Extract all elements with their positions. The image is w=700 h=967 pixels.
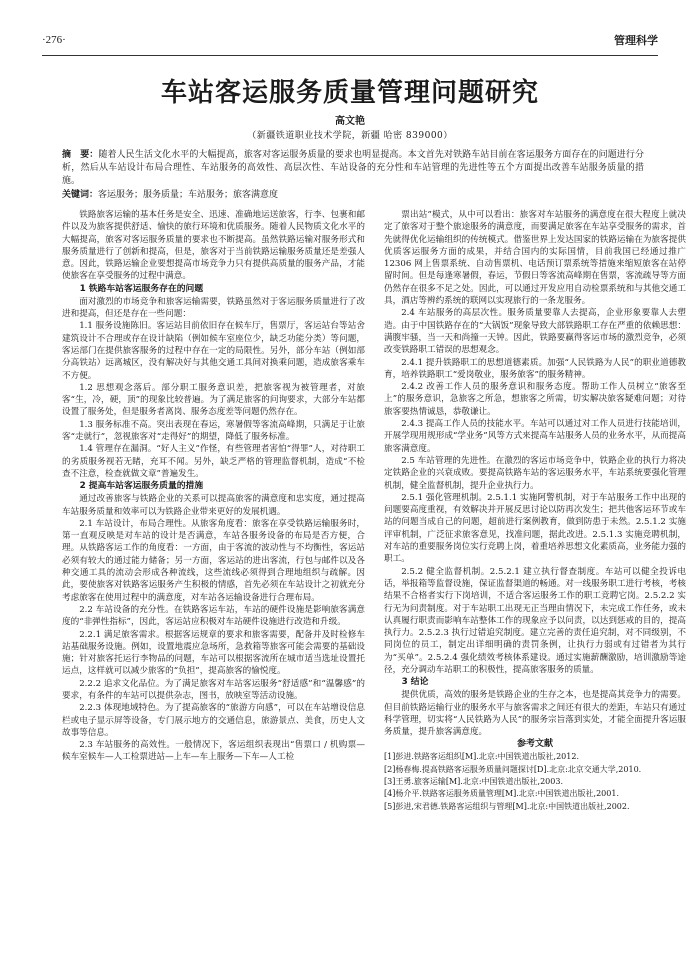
body-paragraph: 2.5.2 健全监督机制。2.5.2.1 建立执行督查制度。车站可以健全投诉电话，举报箱等监督设施，保证监督渠道的畅通。对一线服务职工进行考核，考核结果不合格者实行下岗培训，不适合客运服务工作的职工竞聘它岗。2.5.2.2 实行无为问责制度。对于车站职工出现无正当理由情况下，未完成工作任务，或未认真履行职责而影响车站整体工作的现象应予以问责，以达到惩戒的目的，提高执行力。2.5.2.3 执行过错追究制度。建立完善的责任追究制，对不同级别，不同岗位的员工，制定出详细明确的责罚条例，让执行力弱或有过错者为其行为“买单”。2.5.2.4 强化绩效考核体系建设。通过实施薪酬激励，培训激励等途径，充分调动车站职工的积极性，提高旅客服务的质量。 [384,566,686,675]
body-paragraph: 2.2 车站设备的充分性。在铁路客运车站，车站的硬件设施是影响旅客满意度的“非弹性指标”，因此，客运站应积极对车站硬件设施进行改造和升级。 [62,604,365,628]
body-paragraph: 2.3 车站服务的高效性。一般情况下，客运组织表现出“售票口 / 机购票—候车室候车—人工检票进站—上车—车上服务—下车—人工检 [62,740,365,763]
body-paragraph: 2.4.3 提高工作人员的技能水平。车站可以通过对工作人员进行技能培训，开展学现用规形成“学业务”风等方式来提高车站服务人员的业务水平，从而提高旅客满意度。 [384,419,686,454]
journal-name: 管理科学 [614,34,658,47]
body-left-column [62,209,365,764]
reference-item: [4]杨介平.铁路客运服务质量管理[M].北京:中国铁道出版社,2001. [384,789,619,799]
references-heading: 参考文献 [516,739,553,750]
author-name: 高文艳 [335,116,365,127]
keywords-text: 客运服务；服务质量；车站服务；旅客满意度 [98,190,279,200]
abstract [62,149,644,188]
body-paragraph: 1.4 管理存在漏洞。“好人主义”作怪，有些管理者害怕“得罪”人，对待职工的劣质服务视若无睹，充耳不闻。另外，缺乏严格的管理监督机制，造成“不检查不注意，检查就做文章”普遍发生。 [62,444,365,479]
abstract-label: 摘 要： [62,150,99,160]
reference-item: [1]彭进.铁路客运组织[M].北京:中国铁道出版社,2012. [384,752,579,762]
body-paragraph: 1.1 服务设施陈旧。客运站目前依旧存在候车厅，售票厅，客运站台等站舍建筑设计不合理或存在设计缺陷（例如候车室座位少，缺乏功能分类）等问题，客运部门在提供旅客服务的过程中存在一定的局限性。另外，部分车站（例如部分高铁站）远离城区，没有解决好与其他交通工具间对换乘问题，造成旅客乘车不方便。 [62,321,365,381]
reference-item: [2]杨春梅.提高铁路客运服务质量问题探讨[D].北京:北京交通大学,2010. [384,764,642,774]
body-paragraph: 铁路旅客运输的基本任务是安全、迅速、准确地运送旅客，行李、包裹和邮件以及为旅客提供舒适、愉快的旅行环境和优质服务。随着人民物质文化水平的大幅提高，旅客对客运服务质量的要求也不断提高。虽然铁路运输对服务形式和服务质量进行了创新和提高，但是，旅客对于当前铁路运输服务质量还是差强人意。因此，铁路运输企业要想提高市场竞争力只有提供高质量的服务产品，才能使旅客在享受服务的过程中满意。 [62,210,365,282]
body-right-column [384,209,686,813]
section-heading: 1 铁路车站客运服务存在的问题 [79,283,204,294]
reference-item: [5]彭进,宋君德.铁路客运组织与管理[M].北京:中国铁道出版社,2002. [384,801,630,811]
body-paragraph: 2.5 车站管理的先进性。在激烈的客运市场竞争中，铁路企业的执行力将决定铁路企业的兴衰成败。要提高铁路车站的客运服务水平，车站系统要强化管理机制，健全监督机制，提升企业执行力。 [384,455,686,491]
body-paragraph: 2.4.1 提升铁路职工的思想道德素质。加强“人民铁路为人民”的职业道德教育，培养铁路职工“爱岗敬业，服务旅客”的服务精神。 [384,357,686,380]
body-paragraph: 2.2.2 追求文化品位。为了满足旅客对车站客运服务“舒适感”和“温馨感”的要求，有条件的车站可以提供杂志，图书，放映室等活动设施。 [62,678,365,701]
body-paragraph: 通过改善旅客与铁路企业的关系可以提高旅客的满意度和忠实度，通过提高车站服务质量和效率可以为铁路企业带来更好的发展机遇。 [62,494,365,517]
body-paragraph: 1.3 服务标准不高。突出表现在春运，寒暑假等客流高峰期，只满足于让旅客“走就行”，忽视旅客对“走得好”的期望，降低了服务标准。 [62,419,365,443]
body-paragraph: 提供优质，高效的服务是铁路企业的生存之本，也是提高其竞争力的需要。但目前铁路运输行业的服务水平与旅客需求之间还有很大的差距，车站只有通过科学管理，切实将“人民铁路为人民”的服务宗旨落到实处，才能全面提升客运服务质量，提升旅客满意度。 [384,690,686,738]
body-paragraph: 2.4 车站服务的高层次性。服务质量要靠人去提高，企业形象要靠人去塑造。由于中国铁路存在的“大锅饭”现象导致大部铁路职工存在严重的依赖思想：满腹牢骚，当一天和尚撞一天钟。因此，铁路要赢得客运市场的激烈竞争，必须改变铁路职工错误的思想观念。 [384,308,686,356]
author-affiliation: （新疆铁道职业技术学院，新疆 哈密 839000） [247,131,453,141]
keywords [62,189,644,202]
body-paragraph: 面对激烈的市场竞争和旅客运输需要，铁路虽然对于客运服务质量进行了改进和提高，但还是存在一些问题： [62,296,365,320]
reference-item: [3]王勇.旅客运输[M].北京:中国铁道出版社,2003. [384,777,563,787]
body-paragraph: 2.5.1 强化管理机制。2.5.1.1 实施阿警机制，对于车站服务工作中出现的问题要高度重视，有效解决并开展反思讨论以防再次发生；把共他客运环节或车站的问题当成自己的问题，超前进行案例教育，做到防患于未然。2.5.1.2 实施评审机制，广泛征求旅客意见，找准问题，据此改进。2.5.1.3 实施竞聘机制，对车站的重要服务岗位实行竞聘上岗，着重培养思想文化素质高，业务能力强的职工。 [384,492,686,565]
reference-list [384,751,686,812]
body-paragraph: 2.2.1 满足旅客需求。根据客运规章的要求和旅客需要，配备并及时检修车站基础服务设施。例如，设置地震应急场所，急救箱等旅客可能会需要的基础设施；针对旅客托运行李物品的问题，车站可以根据客流所在城市适当选址设置托运点，这样就可以减少旅客的“负担”，提高旅客的愉悦度。 [62,629,365,677]
page-header [42,30,658,52]
section-heading: 2 提高车站客运服务质量的措施 [79,481,204,492]
abstract-text: 随着人民生活文化水平的大幅提高，旅客对客运服务质量的要求也明显提高。本文首先对铁路车站目前在客运服务方面存在的问题进行分析，然后从车站设计布局合理性、车站服务的高效性、高层次性、车站设备的充分性和车站管理的先进性等五个方面提出改善车站服务质量的措施。 [62,150,644,186]
keywords-label: 关键词： [62,190,99,200]
body-paragraph: 2.2.3 体现地域特色。为了提高旅客的“旅游方向感”，可以在车站增设信息栏或电子显示屏等设备，专门展示地方的交通信息，旅游景点、美食，历史人文故事等信息。 [62,703,365,738]
body-paragraph: 票出站”模式，从中可以看出：旅客对车站服务的满意度在很大程度上就决定了旅客对于整个旅途服务的满意度，而要满足旅客在车站享受服务的需求，首先就得优化运输组织的传统模式。借鉴世界上发达国家的铁路运输在为旅客提供优质客运服务方面的成果，并结合国内的实际国情，目前我国已经通过推广 12306 网上售票系统、自动售票机、电话预订票系统等措施来缩短旅客在站停留时间。但是每逢寒暑假，春运，节假日等客流高峰期在售票，客流疏导等方面仍然存在很多不足之处。因此，可以通过开发应用自动检票系统和与其他交通工具，酒店等辨约系统的联网以实现旅行的一条龙服务。 [384,210,686,307]
header-divider [42,55,658,56]
page-number: ·276· [42,34,66,46]
article-title: 车站客运服务质量管理问题研究 [160,78,539,108]
body-paragraph: 2.1 车站设计，布局合理性。从旅客角度看：旅客在享受铁路运输服务时，第一直观反映是对车站的设计是否满意，车站各服务设备的布局是否方便，合理。从铁路客运工作的角度看：一方面，由于客流的波动性与不均衡性，客运站必须有较大的通过能力储备；另一方面，客运站的进出客流，行包与邮件以及各种交通工具的流动会形成各种流线，这些流线必须得到合理地组织与疏解。因此，要使旅客对铁路客运服务产生积极的情感，首先必须在车站设计之初就充分考虑旅客在使用过程中的满意度，对车站各运输设备进行合理布局。 [62,518,365,603]
section-heading: 3 结论 [401,677,429,688]
body-paragraph: 2.4.2 改善工作人员的服务意识和服务态度。帮助工作人员树立“旅客至上”的服务意识，急旅客之所急，想旅客之所需，切实解决旅客疑难问题；对待旅客要热情诚恳，恭敬谦让。 [384,382,686,417]
body-paragraph: 1.2 思想观念落后。部分职工服务意识差，把旅客视为被管理者，对旅客“生，冷，硬，顶”的现象比较普遍。为了满足旅客的问询要求，大部分车站都设置了服务处，但是服务者离岗、服务态度差等问题仍然存在。 [62,382,365,418]
